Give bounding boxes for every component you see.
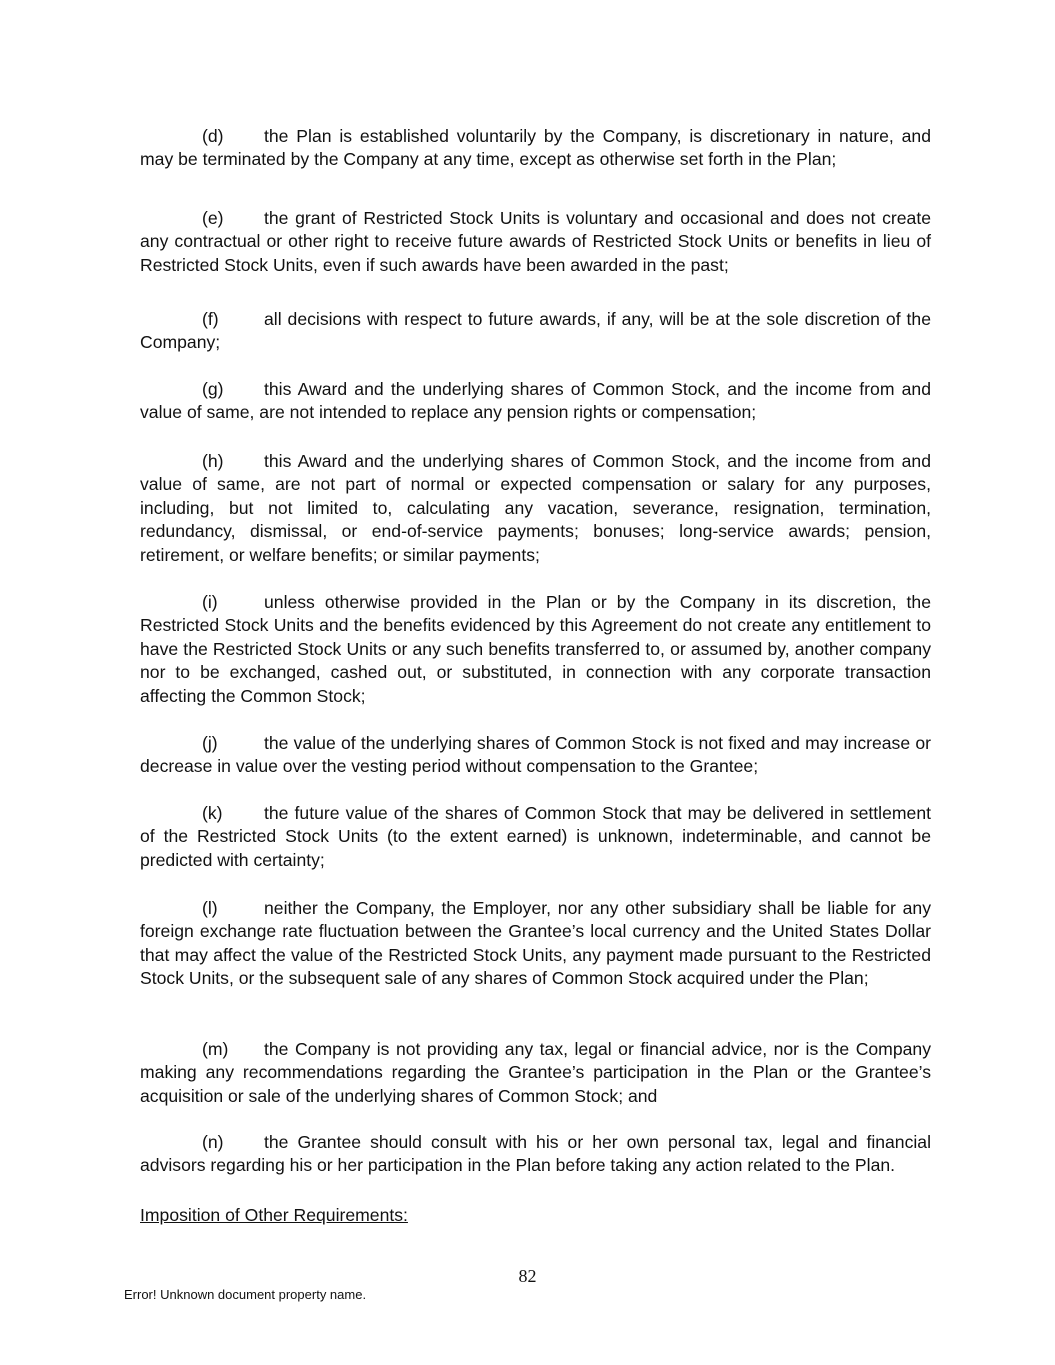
- clause-text: the Grantee should consult with his or her own personal tax, legal and financial advisors regarding his or her participation in the Plan before taking any action related to the Plan.: [140, 1132, 931, 1176]
- clause-g: [140, 378, 931, 425]
- clause-label: (n): [202, 1132, 224, 1152]
- clause-d: [140, 125, 931, 172]
- clause-label: (l): [202, 898, 218, 918]
- clause-n: [140, 1131, 931, 1178]
- clause-text: this Award and the underlying shares of Common Stock, and the income from and value of same, are not intended to replace any pension rights or compensation;: [140, 379, 931, 423]
- clause-l: [140, 897, 931, 991]
- clause-m: [140, 1038, 931, 1108]
- clause-text: neither the Company, the Employer, nor any other subsidiary shall be liable for any foreign exchange rate fluctuation between the Grantee’s local currency and the United States Dollar that may affect the value of the Restricted Stock Units, any payment made pursuant to the Restricted Stock Units, or the subsequent sale of any shares of Common Stock acquired under the Plan;: [140, 898, 931, 989]
- footer-text: Error! Unknown document property name.: [124, 1287, 367, 1302]
- clause-h: [140, 450, 931, 567]
- section-heading: Imposition of Other Requirements:: [140, 1205, 408, 1225]
- clause-label: (i): [202, 592, 218, 612]
- page-number: 82: [518, 1266, 537, 1286]
- clause-text: the Company is not providing any tax, legal or financial advice, nor is the Company making any recommendations regarding the Grantee’s participation in the Plan or the Grantee’s acquisition or sale of the underlying shares of Common Stock; and: [140, 1039, 931, 1106]
- clause-label: (m): [202, 1039, 229, 1059]
- clause-f: [140, 308, 931, 355]
- clause-i: [140, 591, 931, 708]
- clause-label: (g): [202, 379, 224, 399]
- clause-text: the future value of the shares of Common Stock that may be delivered in settlement of the Restricted Stock Units (to the extent earned) is unknown, indeterminable, and cannot be predicted with certainty;: [140, 803, 931, 870]
- clause-text: all decisions with respect to future awards, if any, will be at the sole discretion of the Company;: [140, 309, 931, 353]
- clause-text: the Plan is established voluntarily by the Company, is discretionary in nature, and may be terminated by the Company at any time, except as otherwise set forth in the Plan;: [140, 126, 931, 170]
- clause-label: (k): [202, 803, 223, 823]
- clause-label: (d): [202, 126, 224, 146]
- clause-text: the value of the underlying shares of Common Stock is not fixed and may increase or decrease in value over the vesting period without compensation to the Grantee;: [140, 733, 931, 777]
- clause-j: [140, 732, 931, 779]
- clause-text: the grant of Restricted Stock Units is voluntary and occasional and does not create any contractual or other right to receive future awards of Restricted Stock Units or benefits in lieu of Restricted Stock Units, even if such awards have been awarded in the past;: [140, 208, 931, 275]
- clause-label: (f): [202, 309, 219, 329]
- clause-label: (j): [202, 733, 218, 753]
- clause-k: [140, 802, 931, 872]
- clause-text: this Award and the underlying shares of Common Stock, and the income from and value of same, are not part of normal or expected compensation or salary for any purposes, including, but not limited to, calculating any vacation, severance, resignation, termination, redundancy, dismissal, or end-of-service payments; bonuses; long-service awards; pension, retirement, or welfare benefits; or similar payments;: [140, 451, 931, 565]
- clause-label: (e): [202, 208, 224, 228]
- clause-label: (h): [202, 451, 224, 471]
- clause-e: [140, 207, 931, 277]
- clause-text: unless otherwise provided in the Plan or by the Company in its discretion, the Restricted Stock Units and the benefits evidenced by this Agreement do not create any entitlement to have the Restricted Stock Units or any such benefits transferred to, or assumed by, another company nor to be exchanged, cashed out, or substituted, in connection with any corporate transaction affecting the Common Stock;: [140, 592, 931, 706]
